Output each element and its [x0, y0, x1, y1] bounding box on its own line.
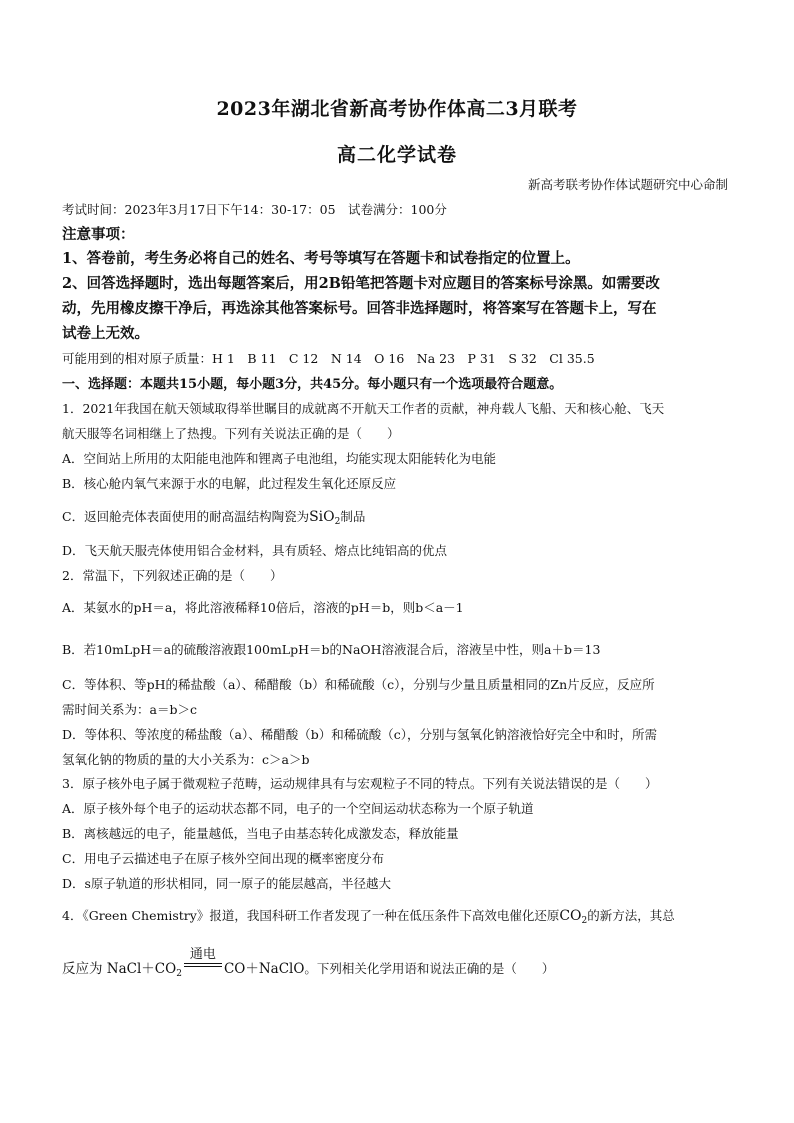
q2-option-a: A．某氨水的pH＝a，将此溶液稀释10倍后，溶液的pH＝b，则b＜a－1 — [62, 600, 464, 615]
notice-item-2-line-3: 试卷上无效。 — [62, 325, 149, 342]
exam-subtitle: 高二化学试卷 — [336, 144, 457, 166]
reaction-arrow — [184, 947, 222, 975]
q3-option-b: B．离核越远的电子，能量越低，当电子由基态转化成激发态，释放能量 — [62, 826, 459, 841]
exam-title: 2023年湖北省新高考协作体高二3月联考 — [216, 98, 578, 120]
notice-item-1: 1、答卷前，考生务必将自己的姓名、考号等填写在答题卡和试卷指定的位置上。 — [62, 250, 580, 267]
q4-stem-line-1 — [62, 906, 675, 926]
q4-reactants: 反应为 NaCl＋CO — [62, 961, 177, 977]
q2-option-c-line-1: C．等体积、等pH的稀盐酸（a）、稀醋酸（b）和稀硫酸（c），分别与少量且质量相同的Zn片反应，反应所 — [62, 677, 655, 692]
q1-option-d: D．飞天航天服壳体使用铝合金材料，具有质轻、熔点比纯铝高的优点 — [62, 543, 448, 558]
co2-formula: CO — [559, 908, 582, 924]
q1-stem-line-1: 1．2021年我国在航天领域取得举世瞩目的成就离不开航天工作者的贡献，神舟载人飞船、天和核心舱、飞天 — [62, 401, 665, 416]
q1-stem-line-2: 航天服等名词相继上了热搜。下列有关说法正确的是（ ） — [62, 426, 400, 441]
section-heading: 一、选择题：本题共15小题，每小题3分，共45分。每小题只有一个选项最符合题意。 — [62, 377, 563, 392]
q1-option-c-suffix: 制品 — [340, 509, 366, 524]
q4-products: CO＋NaClO — [223, 961, 305, 977]
equals-line-bottom — [184, 966, 222, 967]
reaction-condition: 通电 — [189, 947, 216, 962]
notice-item-2-line-2: 动，先用橡皮擦干净后，再选涂其他答案标号。回答非选择题时，将答案写在答题卡上，写在 — [62, 300, 657, 317]
q4-stem-suffix: 的新方法，其总 — [587, 908, 675, 923]
notice-title: 注意事项： — [62, 226, 135, 243]
q3-option-d: D．s原子轨道的形状相同，同一原子的能层越高，半径越大 — [62, 876, 391, 891]
exam-time: 考试时间：2023年3月17日下午14：30-17：05 试卷满分：100分 — [62, 202, 447, 217]
q1-option-c-text: C．返回舱壳体表面使用的耐高温结构陶瓷为 — [62, 509, 310, 524]
q4-stem-text: 4．《Green Chemistry》报道，我国科研工作者发现了一种在低压条件下高效电催化还原 — [62, 908, 560, 923]
q1-option-b: B．核心舱内氧气来源于水的电解，此过程发生氧化还原反应 — [62, 476, 397, 491]
q1-option-c — [62, 507, 365, 527]
co2-subscript: 2 — [581, 916, 588, 926]
q2-option-d-line-1: D．等体积、等浓度的稀盐酸（a）、稀醋酸（b）和稀硫酸（c），分别与氢氧化钠溶液恰好完全中和时，所需 — [62, 727, 657, 742]
q4-stem-line-2-suffix: 。下列相关化学用语和说法正确的是（ ） — [304, 961, 555, 976]
notice-item-2-line-1: 2、回答选择题时，选出每题答案后，用2B铅笔把答题卡对应题目的答案标号涂黑。如需要改 — [62, 275, 660, 292]
q2-option-d-line-2: 氢氧化钠的物质的量的大小关系为：c＞a＞b — [62, 752, 310, 767]
q4-stem-line-2 — [62, 947, 555, 979]
reactant-co2-subscript: 2 — [176, 969, 182, 979]
issuer-line: 新高考联考协作体试题研究中心命制 — [527, 177, 728, 192]
atomic-masses: 可能用到的相对原子质量：H 1 B 11 C 12 N 14 O 16 Na 23 P 31 S 32 Cl 35.5 — [62, 351, 595, 366]
q2-option-b: B．若10mLpH＝a的硫酸溶液跟100mLpH＝b的NaOH溶液混合后，溶液呈中性，则a＋b＝13 — [62, 642, 601, 657]
equals-line-top — [184, 963, 222, 964]
q3-stem: 3．原子核外电子属于微观粒子范畴，运动规律具有与宏观粒子不同的特点。下列有关说法错误的是（ ） — [62, 776, 658, 791]
q2-stem: 2．常温下，下列叙述正确的是（ ） — [62, 568, 283, 583]
sio2-subscript: 2 — [334, 517, 341, 527]
q2-option-c-line-2: 需时间关系为：a＝b＞c — [62, 702, 197, 717]
q1-option-a: A．空间站上所用的太阳能电池阵和锂离子电池组，均能实现太阳能转化为电能 — [62, 451, 497, 466]
q3-option-a: A．原子核外每个电子的运动状态都不同，电子的一个空间运动状态称为一个原子轨道 — [62, 801, 534, 816]
sio2-formula: SiO — [309, 509, 335, 525]
q3-option-c: C．用电子云描述电子在原子核外空间出现的概率密度分布 — [62, 851, 385, 866]
